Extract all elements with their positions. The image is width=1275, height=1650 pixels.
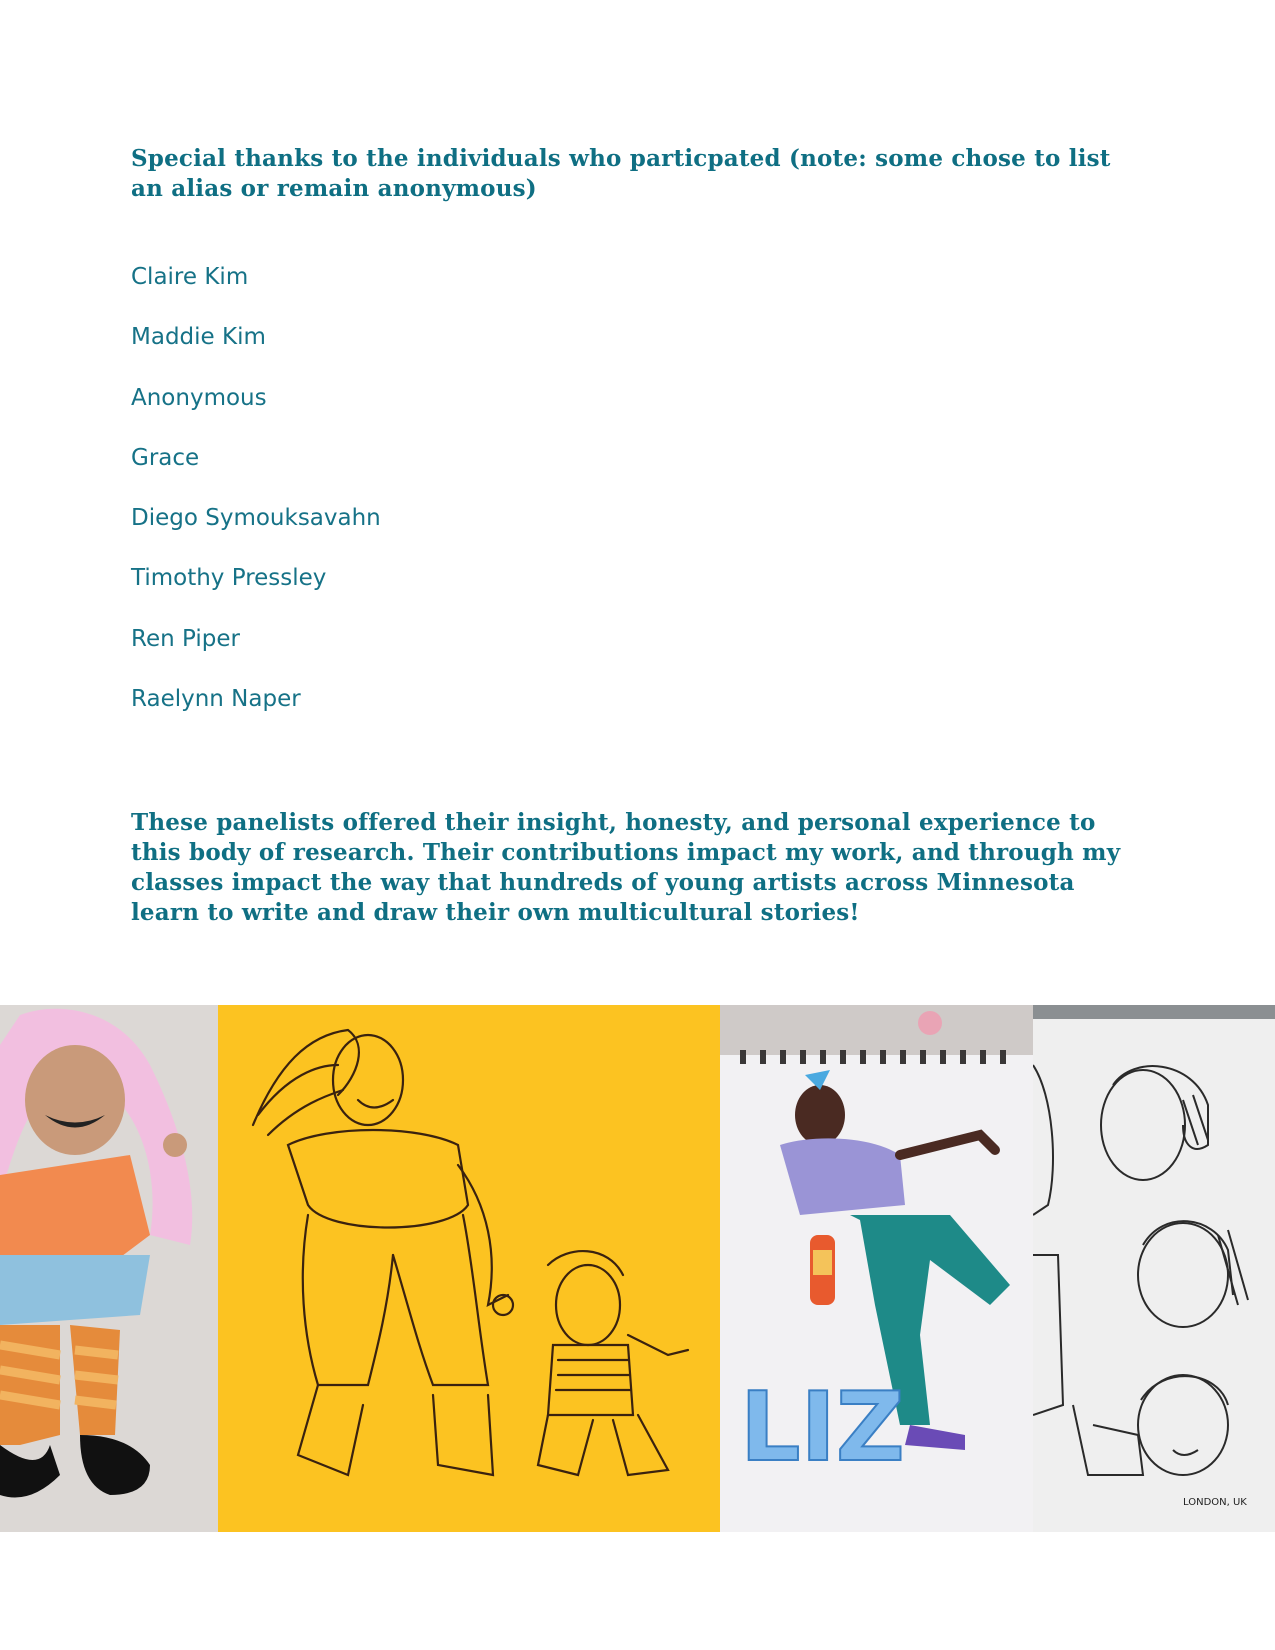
liz-lettering-text: LIZ xyxy=(740,1373,905,1483)
artwork-panel-pink-hair xyxy=(0,1005,218,1532)
participant-name: Raelynn Naper xyxy=(131,686,301,713)
participant-name: Grace xyxy=(131,444,200,471)
artwork-strip xyxy=(0,1005,1275,1532)
participant-name: Anonymous xyxy=(131,384,267,411)
participant-name: Ren Piper xyxy=(131,625,240,652)
participant-name: Claire Kim xyxy=(131,264,249,290)
participant-name: Timothy Pressley xyxy=(131,565,327,592)
liz-lettering xyxy=(740,1373,905,1483)
thanks-heading: Special thanks to the individuals who particpated (note: some chose to list an alias or remain anonymous) xyxy=(131,145,1111,202)
artwork-panel-sketch xyxy=(1033,1005,1275,1532)
participant-list xyxy=(131,262,381,744)
artwork-panel-liz xyxy=(720,1005,1033,1532)
artwork-panel-yellow xyxy=(218,1005,720,1532)
participant-name: Diego Symouksavahn xyxy=(131,505,381,532)
closing-statement: These panelists offered their insight, honesty, and personal experience to this body of research. Their contributions impact my work, and through my classes impact the way that hundreds of young artists across Minnesota learn to write and draw their own multicultural stories! xyxy=(131,809,1121,926)
sketch-caption: LONDON, UK xyxy=(1183,1497,1247,1508)
participant-name: Maddie Kim xyxy=(131,324,266,351)
